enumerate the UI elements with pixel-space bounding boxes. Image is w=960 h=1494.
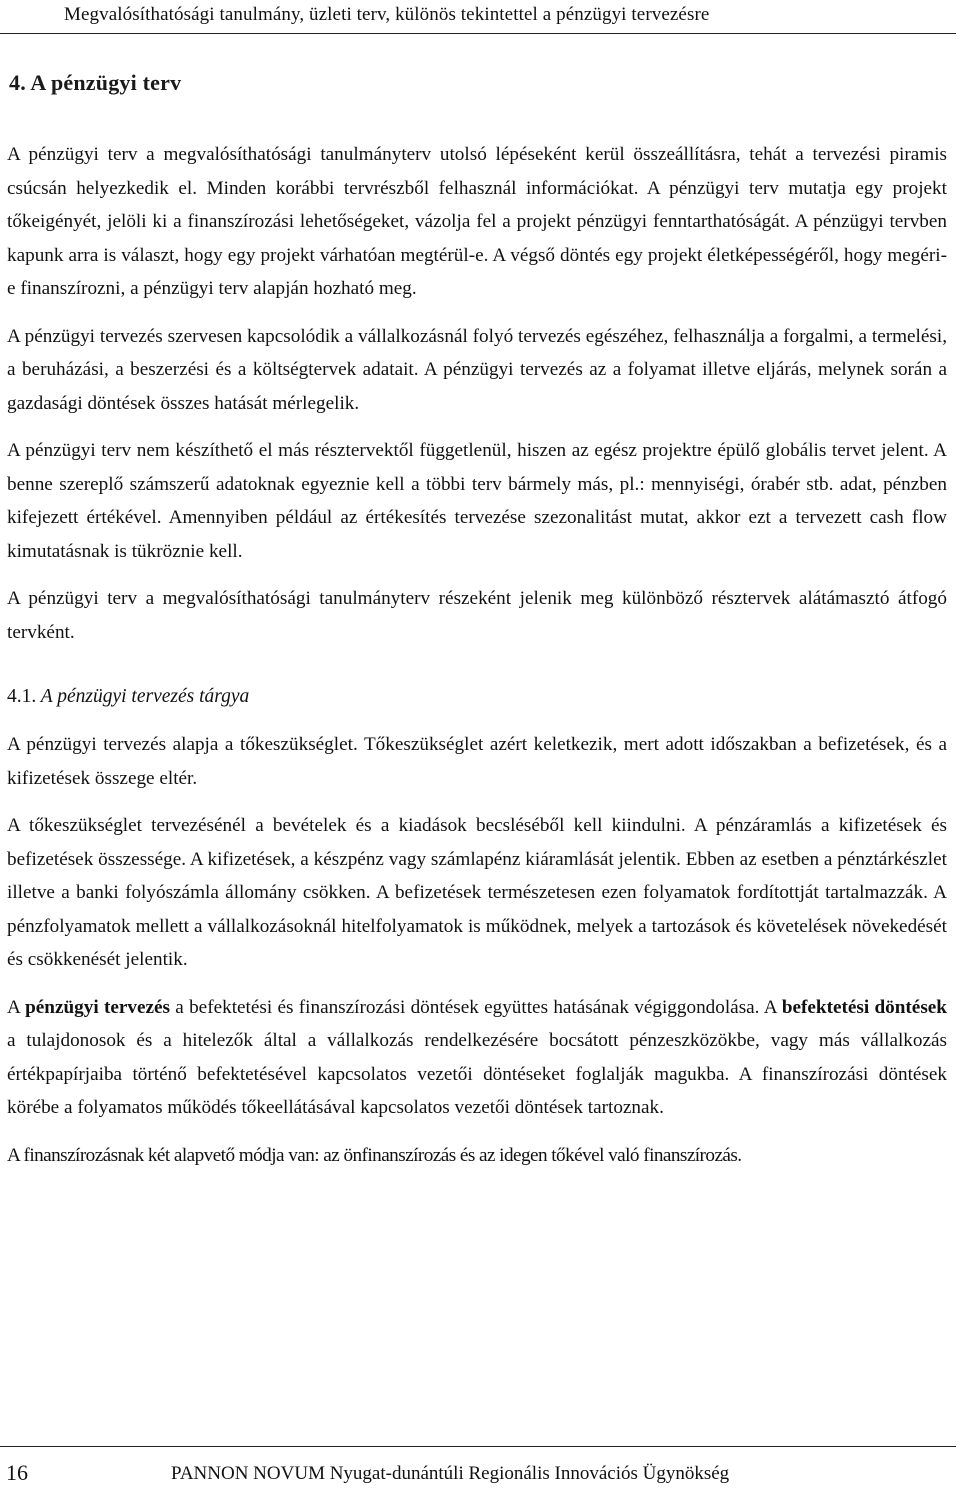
paragraph-global-plan: A pénzügyi terv nem készíthető el más résztervektől függetlenül, hiszen az egész projektre épülő globális tervet jelent. A benne szereplő számszerű adatoknak egyeznie kell a többi terv bármely más, pl.: mennyiségi, órabér stb. adat, pénzben kifejezett értékével. Amennyiben például az értékesítés tervezése szezonalitást mutat, akkor ezt a tervezett cash flow kimutatásnak is tükröznie kell. — [7, 440, 947, 562]
document-body — [7, 138, 947, 1187]
header-divider — [0, 33, 956, 34]
paragraph-intro: A pénzügyi terv a megvalósíthatósági tanulmányterv utolsó lépéseként kerül összeállításra, tehát a tervezési piramis csúcsán helyezkedik el. Minden korábbi tervrészből felhasznál információkat. A pénzügyi terv mutatja egy projekt tőkeigényét, jelöli ki a finanszírozási lehetőségeket, vázolja fel a projekt pénzügyi fenntarthatóságát. A pénzügyi tervben kapunk arra is választ, hogy egy projekt várhatóan megtérül-e. A végső döntés egy projekt életképességéről, hogy megéri-e finanszírozni, a pénzügyi terv alapján hozható meg. — [7, 144, 947, 299]
text-run: a tulajdonosok és a hitelezők által a vállalkozás rendelkezésére bocsátott pénzeszközökbe, vagy más vállalkozás értékpapírjaiba történő befektetésével kapcsolatos vezetői döntéseket foglalják magukba. A finanszírozási döntések körébe a folyamatos működés tőkeellátásával kapcsolatos vezetői döntések tartoznak. — [7, 1030, 947, 1118]
section-number: 4.1. — [7, 686, 37, 707]
text-run: a befektetési és finanszírozási döntések együttes hatásának végiggondolása. A — [169, 996, 782, 1018]
footer-divider — [0, 1446, 956, 1447]
bold-term-investment-decisions: befektetési döntések — [781, 996, 947, 1018]
page-number: 16 — [6, 1460, 28, 1485]
paragraph-cash-flow: A tőkeszükséglet tervezésénél a bevételek és a kiadások becsléséből kell kiindulni. A pénzáramlás a kifizetések és befizetések összessége. A kifizetések, a készpénz vagy számlapénz kiáramlását jelentik. Ebben az esetben a pénztárkészlet illetve a banki folyószámla állomány csökken. A befizetések természetesen ezen folyamatok fordítottját tartalmazzák. A pénzfolyamatok mellett a vállalkozásoknál hitelfolyamatok is működnek, melyek a tartozások és követelések növekedését és csökkenését jelentik. — [7, 815, 947, 970]
paragraph-planning: A pénzügyi tervezés szervesen kapcsolódik a vállalkozásnál folyó tervezés egészéhez, felhasználja a forgalmi, a termelési, a beruházási, a beszerzési és a költségtervek adatait. A pénzügyi tervezés az a folyamat illetve eljárás, melynek során a gazdasági döntések összes hatását mérlegelik. — [7, 325, 947, 414]
bold-term-financial-planning: pénzügyi tervezés — [25, 996, 170, 1018]
paragraph-capital-need: A pénzügyi tervezés alapja a tőkeszükséglet. Tőkeszükséglet azért keletkezik, mert adott időszakban a befizetések, és a kifizetések összege eltér. — [7, 734, 947, 789]
paragraph-supporting-plan: A pénzügyi terv a megvalósíthatósági tanulmányterv részeként jelenik meg különböző résztervek alátámasztó átfogó tervként. — [7, 588, 947, 643]
paragraph-financing-modes: A finanszírozásnak két alapvető módja van: az önfinanszírozás és az idegen tőkével való finanszírozás. — [7, 1144, 742, 1166]
section-title: A pénzügyi tervezés tárgya — [40, 686, 250, 707]
paragraph-financial-planning — [7, 991, 947, 1125]
text-run: A — [7, 996, 26, 1018]
section-heading — [7, 680, 947, 714]
running-header: Megvalósíthatósági tanulmány, üzleti terv, különös tekintettel a pénzügyi tervezésre — [64, 4, 710, 25]
chapter-title: 4. A pénzügyi terv — [9, 70, 182, 95]
footer-organization: PANNON NOVUM Nyugat-dunántúli Regionális Innovációs Ügynökség — [171, 1463, 730, 1484]
